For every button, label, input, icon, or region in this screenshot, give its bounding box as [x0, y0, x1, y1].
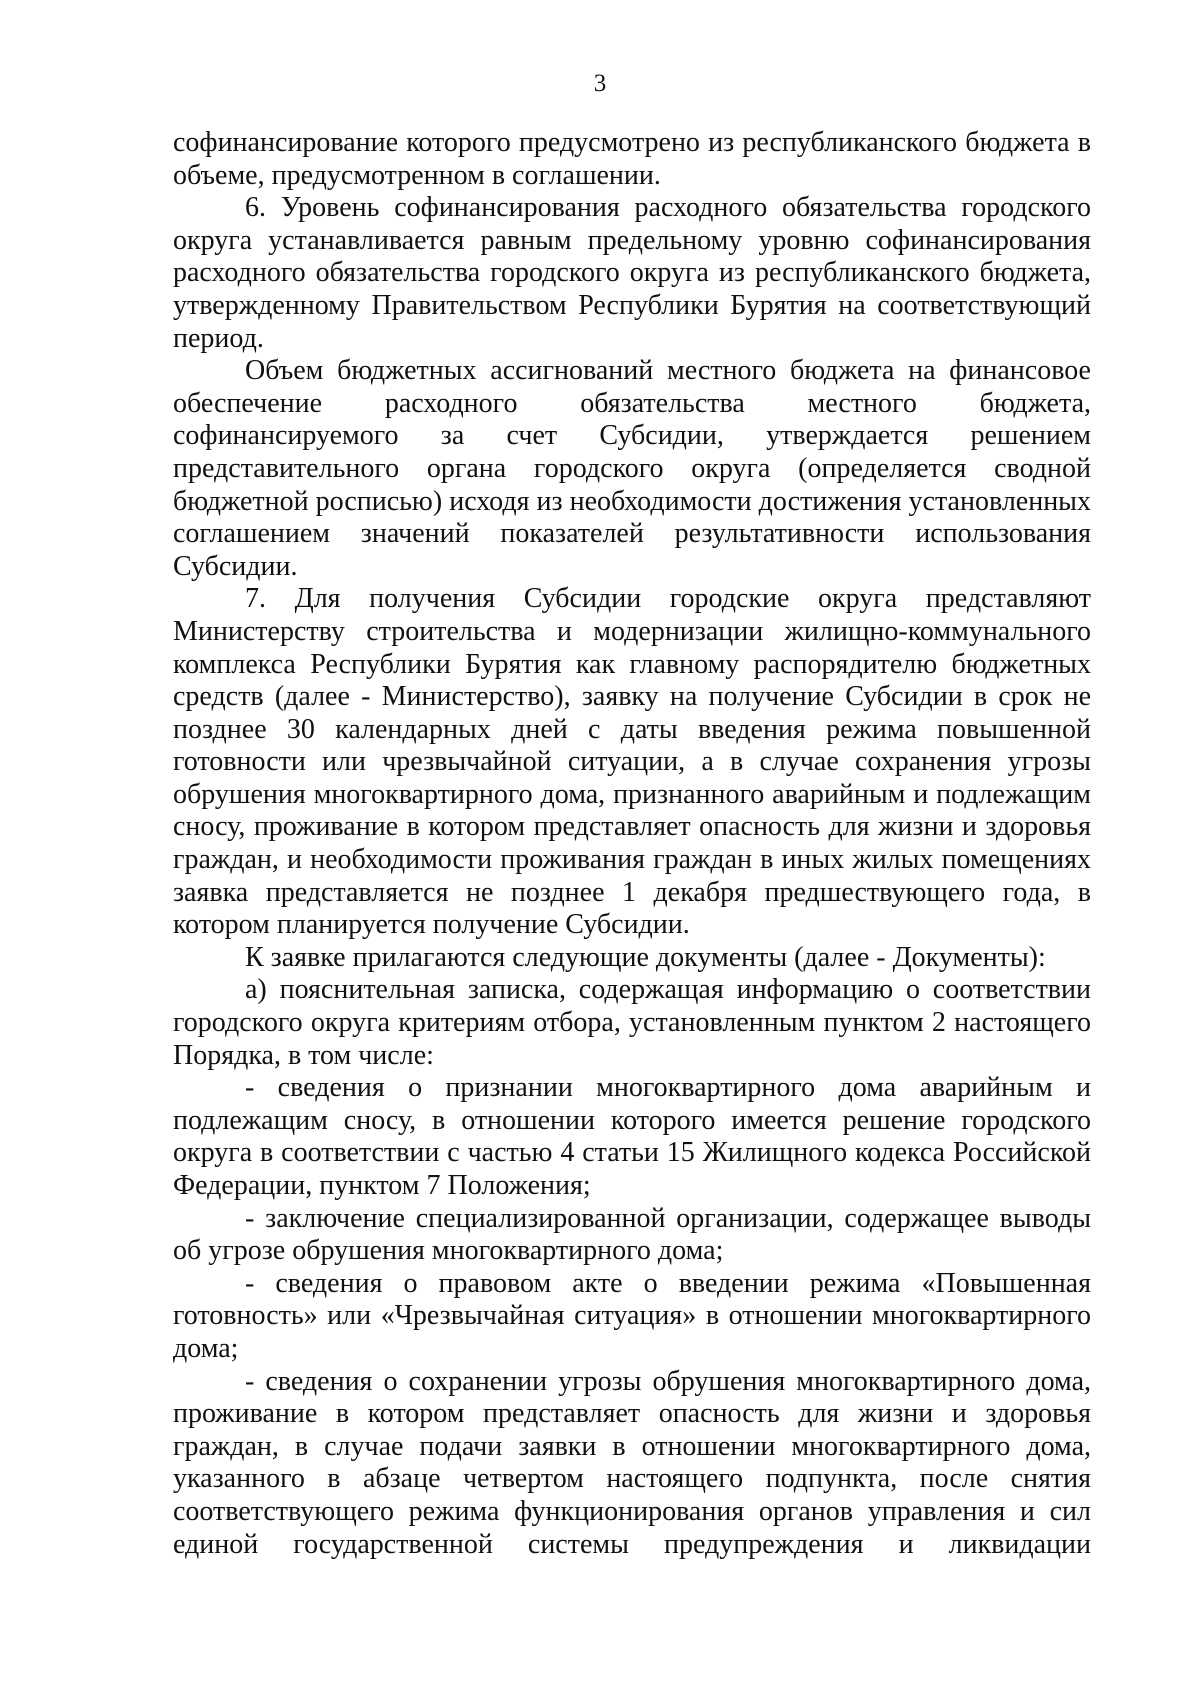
paragraph-documents-intro: К заявке прилагаются следующие документы (далее - Документы):	[245, 941, 1046, 973]
list-item-legal-act: - сведения о правовом акте о введении режима «Повышенная готовность» или «Чрезвычайная ситуация» в отношении многоквартирного дома;	[173, 1267, 1091, 1364]
document-body	[173, 127, 1091, 1561]
paragraph-subitem-a: а) пояснительная записка, содержащая информацию о соответствии городского округа критериям отбора, установленным пунктом 2 настоящего Порядка, в том числе:	[173, 974, 1091, 1071]
list-item-expert-conclusion: - заключение специализированной организации, содержащее выводы об угрозе обрушения многоквартирного дома;	[173, 1202, 1091, 1267]
paragraph-item-6: 6. Уровень софинансирования расходного обязательства городского округа устанавливается равным предельному уровню софинансирования расходного обязательства городского округа из республиканского бюджета, утвержденному Правительством Республики Бурятия на соответствующий период.	[173, 192, 1091, 354]
list-item-recognition-info: - сведения о признании многоквартирного дома аварийным и подлежащим сносу, в отношении которого имеется решение городского округа в соответствии с частью 4 статьи 15 Жилищного кодекса Российской Федерации, пунктом 7 Положения;	[173, 1072, 1091, 1201]
paragraph-cofinancing-continuation: софинансирование которого предусмотрено из республиканского бюджета в объеме, предусмотренном в соглашении.	[173, 127, 1091, 191]
list-item-threat-persistence: - сведения о сохранении угрозы обрушения многоквартирного дома, проживание в котором представляет опасность для жизни и здоровья граждан, в случае подачи заявки в отношении многоквартирного дома, указанного в абзаце четвертом настоящего подпункта, после снятия соответствующего режима функционирования органов управления и сил единой государственной системы предупреждения и ликвидации	[173, 1365, 1091, 1560]
paragraph-budget-allocations: Объем бюджетных ассигнований местного бюджета на финансовое обеспечение расходного обязательства местного бюджета, софинансируемого за счет Субсидии, утверждается решением представительного органа городского округа (определяется сводной бюджетной росписью) исходя из необходимости достижения установленных соглашением значений показателей результативности использования Субсидии.	[173, 355, 1091, 582]
paragraph-item-7: 7. Для получения Субсидии городские округа представляют Министерству строительства и модернизации жилищно-коммунального комплекса Республики Бурятия как главному распорядителю бюджетных средств (далее - Министерство), заявку на получение Субсидии в срок не позднее 30 календарных дней с даты введения режима повышенной готовности или чрезвычайной ситуации, а в случае сохранения угрозы обрушения многоквартирного дома, признанного аварийным и подлежащим сносу, проживание в котором представляет опасность для жизни и здоровья граждан, и необходимости проживания граждан в иных жилых помещениях заявка представляется не позднее 1 декабря предшествующего года, в котором планируется получение Субсидии.	[173, 583, 1091, 941]
page-number: 3	[593, 70, 607, 97]
